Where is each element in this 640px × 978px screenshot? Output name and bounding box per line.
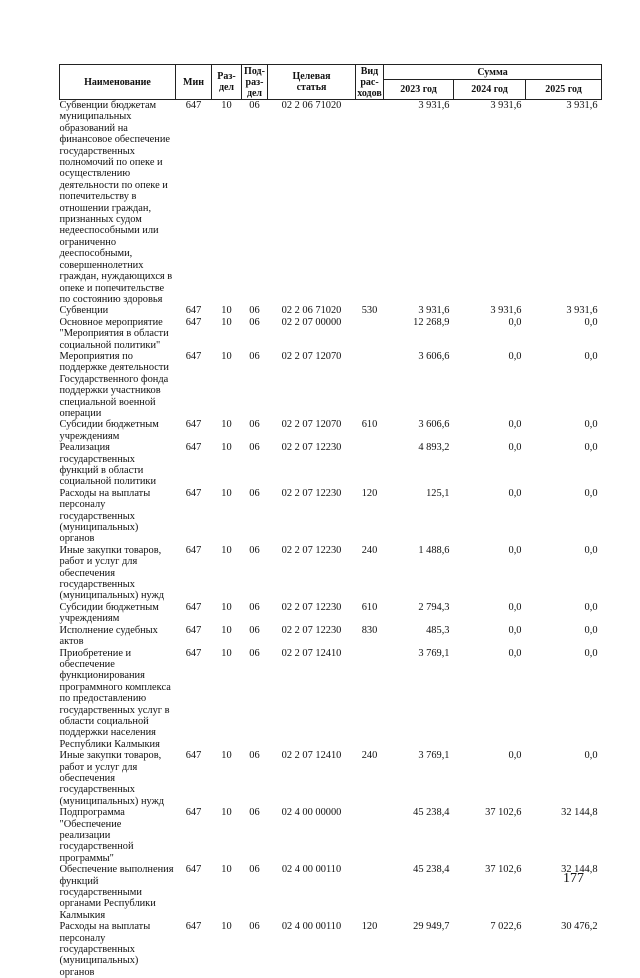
row-sum-2024: 0,0 <box>454 602 526 625</box>
row-celevaya-statya: 02 4 00 00000 <box>268 807 356 864</box>
row-podrazdel: 06 <box>242 317 268 351</box>
header-vid-rashodov: Вид рас- ходов <box>356 65 384 100</box>
row-sum-2024: 0,0 <box>454 442 526 488</box>
row-sum-2023: 485,3 <box>384 625 454 648</box>
row-celevaya-statya: 02 2 07 12230 <box>268 545 356 602</box>
table-row <box>60 648 602 751</box>
row-sum-2024: 0,0 <box>454 419 526 442</box>
row-min: 647 <box>176 488 212 545</box>
row-razdel: 10 <box>212 419 242 442</box>
row-sum-2025: 0,0 <box>526 442 602 488</box>
row-sum-2024: 0,0 <box>454 648 526 751</box>
row-vid-rashodov <box>356 648 384 751</box>
header-name: Наименование <box>60 65 176 100</box>
row-sum-2025: 0,0 <box>526 317 602 351</box>
row-razdel: 10 <box>212 625 242 648</box>
row-razdel: 10 <box>212 488 242 545</box>
table-row <box>60 442 602 488</box>
header-year-2023: 2023 год <box>384 80 454 100</box>
row-sum-2025: 0,0 <box>526 602 602 625</box>
table-row <box>60 100 602 306</box>
row-vid-rashodov <box>356 351 384 419</box>
row-vid-rashodov: 120 <box>356 921 384 978</box>
row-vid-rashodov <box>356 807 384 864</box>
row-razdel: 10 <box>212 807 242 864</box>
row-celevaya-statya: 02 2 06 71020 <box>268 100 356 306</box>
row-podrazdel: 06 <box>242 442 268 488</box>
row-celevaya-statya: 02 4 00 00110 <box>268 921 356 978</box>
row-min: 647 <box>176 351 212 419</box>
row-razdel: 10 <box>212 921 242 978</box>
row-name: Иные закупки товаров, работ и услуг для обеспечения государственных (муниципальных) нужд <box>60 545 176 602</box>
row-min: 647 <box>176 305 212 316</box>
row-sum-2025: 0,0 <box>526 750 602 807</box>
row-razdel: 10 <box>212 100 242 306</box>
row-sum-2025: 0,0 <box>526 419 602 442</box>
row-podrazdel: 06 <box>242 351 268 419</box>
table-row <box>60 351 602 419</box>
row-vid-rashodov <box>356 100 384 306</box>
row-min: 647 <box>176 807 212 864</box>
table-header <box>60 65 602 100</box>
row-min: 647 <box>176 921 212 978</box>
row-sum-2023: 3 769,1 <box>384 750 454 807</box>
row-name: Субсидии бюджетным учреждениям <box>60 602 176 625</box>
header-year-2025: 2025 год <box>526 80 602 100</box>
row-name: Субсидии бюджетным учреждениям <box>60 419 176 442</box>
row-sum-2025: 30 476,2 <box>526 921 602 978</box>
row-min: 647 <box>176 864 212 921</box>
row-sum-2024: 37 102,6 <box>454 807 526 864</box>
row-name: Иные закупки товаров, работ и услуг для обеспечения государственных (муниципальных) нужд <box>60 750 176 807</box>
row-min: 647 <box>176 100 212 306</box>
header-razdel: Раз- дел <box>212 65 242 100</box>
row-podrazdel: 06 <box>242 419 268 442</box>
row-name: Расходы на выплаты персоналу государственных (муниципальных) органов <box>60 488 176 545</box>
row-sum-2024: 0,0 <box>454 750 526 807</box>
row-min: 647 <box>176 625 212 648</box>
row-sum-2024: 0,0 <box>454 317 526 351</box>
row-vid-rashodov: 530 <box>356 305 384 316</box>
row-sum-2023: 3 931,6 <box>384 100 454 306</box>
row-min: 647 <box>176 317 212 351</box>
row-razdel: 10 <box>212 545 242 602</box>
table-body <box>60 100 602 978</box>
row-celevaya-statya: 02 2 07 12070 <box>268 419 356 442</box>
table-row <box>60 305 602 316</box>
row-razdel: 10 <box>212 305 242 316</box>
header-year-2024: 2024 год <box>454 80 526 100</box>
row-celevaya-statya: 02 2 06 71020 <box>268 305 356 316</box>
row-sum-2024: 3 931,6 <box>454 305 526 316</box>
row-sum-2023: 45 238,4 <box>384 807 454 864</box>
table-row <box>60 488 602 545</box>
row-name: Обеспечение выполнения функций государственными органами Республики Калмыкия <box>60 864 176 921</box>
table-row <box>60 807 602 864</box>
row-podrazdel: 06 <box>242 807 268 864</box>
table-row <box>60 750 602 807</box>
row-razdel: 10 <box>212 750 242 807</box>
row-podrazdel: 06 <box>242 648 268 751</box>
row-razdel: 10 <box>212 602 242 625</box>
row-vid-rashodov: 610 <box>356 602 384 625</box>
budget-table <box>59 64 602 978</box>
table-row <box>60 864 602 921</box>
row-sum-2024: 3 931,6 <box>454 100 526 306</box>
row-sum-2024: 0,0 <box>454 545 526 602</box>
row-sum-2023: 3 606,6 <box>384 351 454 419</box>
row-podrazdel: 06 <box>242 488 268 545</box>
row-celevaya-statya: 02 2 07 12070 <box>268 351 356 419</box>
row-podrazdel: 06 <box>242 625 268 648</box>
row-sum-2023: 12 268,9 <box>384 317 454 351</box>
row-sum-2025: 3 931,6 <box>526 100 602 306</box>
table-row <box>60 921 602 978</box>
row-sum-2025: 32 144,8 <box>526 864 602 921</box>
row-podrazdel: 06 <box>242 100 268 306</box>
row-vid-rashodov: 240 <box>356 750 384 807</box>
row-sum-2023: 2 794,3 <box>384 602 454 625</box>
row-sum-2023: 3 606,6 <box>384 419 454 442</box>
row-sum-2023: 45 238,4 <box>384 864 454 921</box>
table-row <box>60 317 602 351</box>
row-razdel: 10 <box>212 351 242 419</box>
row-min: 647 <box>176 419 212 442</box>
row-sum-2024: 0,0 <box>454 351 526 419</box>
row-sum-2025: 0,0 <box>526 648 602 751</box>
row-sum-2024: 0,0 <box>454 488 526 545</box>
row-sum-2023: 29 949,7 <box>384 921 454 978</box>
row-celevaya-statya: 02 2 07 12230 <box>268 442 356 488</box>
row-sum-2025: 3 931,6 <box>526 305 602 316</box>
page-number: 177 <box>563 871 584 887</box>
row-podrazdel: 06 <box>242 864 268 921</box>
row-sum-2025: 0,0 <box>526 545 602 602</box>
row-name: Реализация государственных функций в области социальной политики <box>60 442 176 488</box>
row-name: Расходы на выплаты персоналу государственных (муниципальных) органов <box>60 921 176 978</box>
row-podrazdel: 06 <box>242 305 268 316</box>
row-celevaya-statya: 02 2 07 12410 <box>268 648 356 751</box>
header-podrazdel: Под- раз- дел <box>242 65 268 100</box>
header-summa: Сумма <box>384 65 602 80</box>
row-sum-2025: 0,0 <box>526 488 602 545</box>
row-name: Мероприятия по поддержке деятельности Государственного фонда поддержки участников специальной военной операции <box>60 351 176 419</box>
row-razdel: 10 <box>212 317 242 351</box>
row-sum-2023: 3 769,1 <box>384 648 454 751</box>
row-podrazdel: 06 <box>242 602 268 625</box>
table-row <box>60 625 602 648</box>
row-min: 647 <box>176 750 212 807</box>
row-min: 647 <box>176 602 212 625</box>
row-vid-rashodov <box>356 864 384 921</box>
row-name: Субвенции бюджетам муниципальных образований на финансовое обеспечение государственных полномочий по опеке и осуществлению деятельности по опеке и попечительству в отношении граждан, признанных судом недееспособными или ограниченно дееспособными, совершеннолетних граждан, нуждающихся в опеке и попечительстве по состоянию здоровья <box>60 100 176 306</box>
row-name: Субвенции <box>60 305 176 316</box>
row-sum-2023: 1 488,6 <box>384 545 454 602</box>
row-podrazdel: 06 <box>242 921 268 978</box>
row-sum-2023: 3 931,6 <box>384 305 454 316</box>
row-celevaya-statya: 02 2 07 12230 <box>268 602 356 625</box>
row-razdel: 10 <box>212 648 242 751</box>
row-name: Подпрограмма "Обеспечение реализации государственной программы" <box>60 807 176 864</box>
row-razdel: 10 <box>212 864 242 921</box>
row-min: 647 <box>176 648 212 751</box>
row-sum-2024: 0,0 <box>454 625 526 648</box>
row-min: 647 <box>176 545 212 602</box>
row-name: Приобретение и обеспечение функционирования программного комплекса по предоставлению государственных услуг в области социальной поддержки населения Республики Калмыкия <box>60 648 176 751</box>
row-sum-2024: 7 022,6 <box>454 921 526 978</box>
row-min: 647 <box>176 442 212 488</box>
header-celevaya-statya: Целевая статья <box>268 65 356 100</box>
row-celevaya-statya: 02 2 07 12230 <box>268 625 356 648</box>
row-podrazdel: 06 <box>242 750 268 807</box>
row-celevaya-statya: 02 4 00 00110 <box>268 864 356 921</box>
row-vid-rashodov: 240 <box>356 545 384 602</box>
table-row <box>60 419 602 442</box>
row-sum-2025: 0,0 <box>526 625 602 648</box>
row-vid-rashodov: 120 <box>356 488 384 545</box>
row-razdel: 10 <box>212 442 242 488</box>
row-name: Основное мероприятие "Мероприятия в области социальной политики" <box>60 317 176 351</box>
row-sum-2025: 0,0 <box>526 351 602 419</box>
header-min: Мин <box>176 65 212 100</box>
table-row <box>60 602 602 625</box>
row-vid-rashodov: 830 <box>356 625 384 648</box>
row-name: Исполнение судебных актов <box>60 625 176 648</box>
row-vid-rashodov <box>356 317 384 351</box>
row-sum-2023: 4 893,2 <box>384 442 454 488</box>
row-vid-rashodov <box>356 442 384 488</box>
row-sum-2025: 32 144,8 <box>526 807 602 864</box>
row-celevaya-statya: 02 2 07 12410 <box>268 750 356 807</box>
row-celevaya-statya: 02 2 07 00000 <box>268 317 356 351</box>
row-vid-rashodov: 610 <box>356 419 384 442</box>
row-sum-2024: 37 102,6 <box>454 864 526 921</box>
row-podrazdel: 06 <box>242 545 268 602</box>
row-celevaya-statya: 02 2 07 12230 <box>268 488 356 545</box>
table-row <box>60 545 602 602</box>
row-sum-2023: 125,1 <box>384 488 454 545</box>
